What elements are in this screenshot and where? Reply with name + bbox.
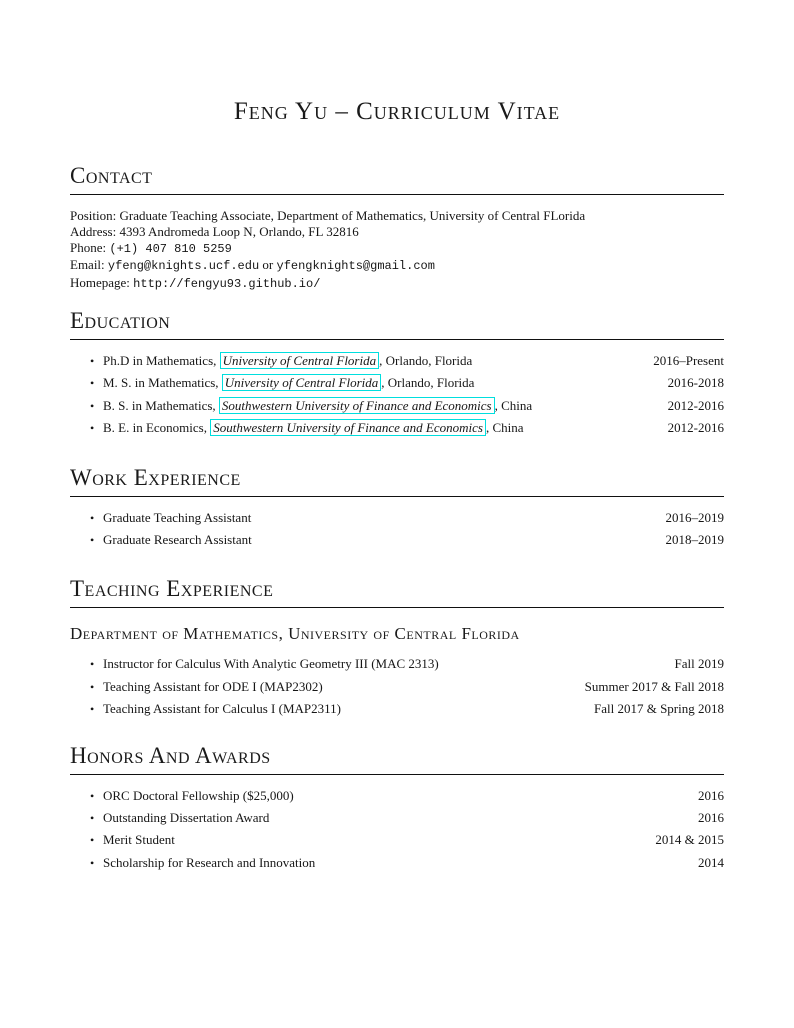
section-heading-honors-awards: Honors And Awards	[70, 743, 724, 775]
contact-line	[70, 257, 724, 275]
list-item	[90, 653, 724, 675]
item-text	[103, 417, 668, 438]
bullet-icon: •	[90, 855, 95, 870]
list-item	[90, 698, 724, 720]
bullet-icon: •	[90, 833, 95, 848]
list-item	[90, 507, 724, 529]
page-title: Feng Yu – Curriculum Vitae	[233, 98, 561, 125]
list-item	[90, 852, 724, 874]
text-segment: M. S. in Mathematics,	[103, 375, 222, 391]
text-segment: , China	[494, 397, 533, 413]
text-segment: Outstanding Dissertation Award	[103, 810, 270, 826]
section-heading-contact: Contact	[70, 163, 724, 195]
text-segment: Graduate Research Assistant	[103, 532, 252, 548]
honors-awards-list	[70, 785, 724, 875]
item-text	[103, 653, 675, 674]
text-segment: , Orlando, Florida	[381, 375, 475, 391]
bullet-icon: •	[90, 421, 95, 436]
text-segment: Scholarship for Research and Innovation	[103, 854, 316, 870]
text-segment: Teaching Assistant for Calculus I (MAP2311)	[103, 701, 341, 717]
work-experience-list	[70, 507, 724, 552]
bullet-icon: •	[90, 376, 95, 391]
education-list	[70, 350, 724, 440]
item-date: Fall 2017 & Spring 2018	[593, 701, 724, 717]
bullet-icon: •	[90, 788, 95, 803]
section-contact	[70, 163, 724, 293]
list-item	[90, 676, 724, 698]
list-item	[90, 372, 724, 394]
university-link[interactable]: Southwestern University of Finance and Economics	[210, 419, 486, 436]
item-date: 2012-2016	[667, 397, 724, 413]
item-date: 2016	[698, 787, 724, 803]
item-text	[103, 507, 666, 528]
list-item	[90, 807, 724, 829]
mono-text: yfengknights@gmail.com	[276, 259, 435, 274]
list-item	[90, 417, 724, 439]
mono-text: yfeng@knights.ucf.edu	[107, 259, 260, 274]
item-date: 2018–2019	[665, 532, 724, 548]
item-date: 2014 & 2015	[655, 832, 724, 848]
list-item	[90, 785, 724, 807]
item-date: Fall 2019	[674, 656, 724, 672]
item-date: 2016-2018	[667, 375, 724, 391]
list-item	[90, 395, 724, 417]
text-segment: Email:	[70, 257, 108, 273]
bullet-icon: •	[90, 533, 95, 548]
mono-text: http://fengyu93.github.io/	[133, 277, 321, 292]
item-text	[103, 529, 666, 550]
list-item	[90, 350, 724, 372]
bullet-icon: •	[90, 702, 95, 717]
item-date: Summer 2017 & Fall 2018	[584, 678, 724, 694]
text-segment: Teaching Assistant for ODE I (MAP2302)	[103, 678, 323, 694]
section-heading-teaching-experience: Teaching Experience	[70, 576, 724, 608]
university-link[interactable]: University of Central Florida	[220, 352, 379, 369]
contact-line	[70, 240, 724, 258]
item-text	[103, 785, 698, 806]
text-segment: Merit Student	[103, 832, 175, 848]
section-education	[70, 308, 724, 440]
text-segment: ORC Doctoral Fellowship ($25,000)	[103, 787, 294, 803]
list-item	[90, 529, 724, 551]
section-teaching-experience	[70, 576, 724, 720]
text-segment: Position: Graduate Teaching Associate, Department of Mathematics, University of Central FLorida	[70, 208, 586, 223]
section-work-experience	[70, 465, 724, 552]
section-honors-awards	[70, 743, 724, 875]
text-segment: or	[259, 257, 277, 273]
text-segment: Instructor for Calculus With Analytic Geometry III (MAC 2313)	[103, 656, 439, 672]
item-date: 2016	[698, 810, 724, 826]
bullet-icon: •	[90, 657, 95, 672]
contact-line	[70, 275, 724, 293]
university-link[interactable]: Southwestern University of Finance and Economics	[219, 397, 495, 414]
text-segment: Homepage:	[70, 275, 134, 291]
item-date: 2012-2016	[667, 420, 724, 436]
text-segment: , China	[485, 420, 524, 436]
bullet-icon: •	[90, 398, 95, 413]
item-text	[103, 807, 698, 828]
section-heading-work-experience: Work Experience	[70, 465, 724, 497]
contact-line	[70, 224, 724, 240]
item-text	[103, 372, 668, 393]
bullet-icon: •	[90, 510, 95, 525]
bullet-icon: •	[90, 811, 95, 826]
text-segment: Phone:	[70, 239, 110, 255]
list-item	[90, 829, 724, 851]
text-segment: B. S. in Mathematics,	[103, 397, 219, 413]
contact-lines	[70, 208, 724, 293]
mono-text: (+1) 407 810 5259	[109, 241, 232, 256]
item-text	[103, 676, 585, 697]
bullet-icon: •	[90, 353, 95, 368]
section-heading-education: Education	[70, 308, 724, 340]
text-segment: Graduate Teaching Assistant	[103, 509, 252, 525]
item-date: 2016–2019	[665, 509, 724, 525]
text-segment: Address: 4393 Andromeda Loop N, Orlando, FL 32816	[70, 223, 359, 239]
text-segment: B. E. in Economics,	[103, 420, 211, 436]
item-text	[103, 350, 653, 371]
teaching-subsection-heading: Department of Mathematics, University of Central Florida	[70, 624, 520, 644]
bullet-icon: •	[90, 679, 95, 694]
item-date: 2016–Present	[653, 352, 724, 368]
item-text	[103, 395, 668, 416]
item-date: 2014	[698, 854, 724, 870]
item-text	[103, 829, 655, 850]
teaching-experience-list	[70, 653, 724, 720]
item-text	[103, 698, 594, 719]
text-segment: Ph.D in Mathematics,	[103, 352, 220, 368]
item-text	[103, 852, 698, 873]
text-segment: , Orlando, Florida	[379, 352, 473, 368]
contact-line	[70, 208, 724, 224]
university-link[interactable]: University of Central Florida	[222, 374, 381, 391]
